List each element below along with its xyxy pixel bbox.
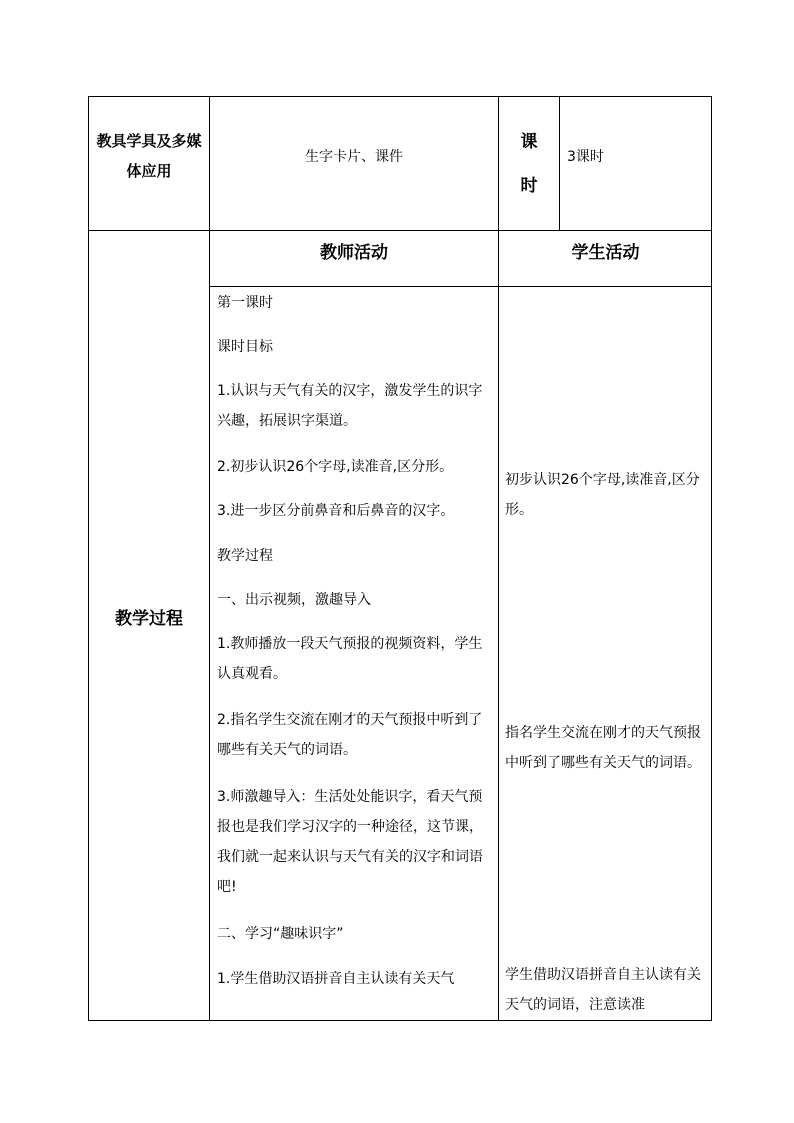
column-divider bbox=[209, 96, 210, 1021]
teacher-line: 3.师激趣导入：生活处处能识字，看天气预报也是我们学习汉字的一种途径，这节课，我们就一起来认识与天气有关的汉字和词语吧! bbox=[217, 789, 483, 895]
process-label: 教学过程 bbox=[115, 609, 183, 629]
student-line: 初步认识26个字母,读准音,区分形。 bbox=[505, 472, 700, 518]
teacher-line: 1.教师播放一段天气预报的视频资料，学生认真观看。 bbox=[217, 636, 483, 682]
teacher-line: 3.进一步区分前鼻音和后鼻音的汉字。 bbox=[217, 503, 455, 519]
teacher-line: 一、出示视频，激趣导入 bbox=[217, 592, 371, 608]
teacher-line: 二、学习“趣味识字” bbox=[217, 926, 344, 942]
student-activity-header: 学生活动 bbox=[571, 243, 640, 263]
media-value: 生字卡片、课件 bbox=[305, 149, 403, 165]
teacher-line: 教学过程 bbox=[217, 548, 273, 564]
period-label: 课时 bbox=[520, 132, 538, 196]
teacher-activity-header: 教师活动 bbox=[320, 243, 388, 263]
teacher-line: 2.初步认识26个字母,读准音,区分形。 bbox=[217, 459, 454, 475]
row-divider bbox=[209, 286, 712, 287]
column-divider bbox=[559, 96, 560, 230]
row-divider bbox=[88, 230, 712, 231]
teacher-line: 第一课时 bbox=[217, 295, 273, 311]
teacher-line: 1.学生借助汉语拼音自主认读有关天气 bbox=[217, 971, 455, 987]
media-label: 教具学具及多媒体应用 bbox=[96, 132, 202, 180]
student-line: 指名学生交流在刚才的天气预报中听到了哪些有关天气的词语。 bbox=[505, 725, 701, 771]
period-value: 3课时 bbox=[567, 149, 604, 165]
teacher-line: 1.认识与天气有关的汉字，激发学生的识字兴趣，拓展识字渠道。 bbox=[217, 383, 483, 429]
teacher-line: 课时目标 bbox=[217, 339, 273, 355]
column-divider bbox=[498, 96, 499, 1021]
student-line: 学生借助汉语拼音自主认读有关天气的词语，注意读准 bbox=[505, 967, 701, 1013]
teacher-line: 2.指名学生交流在刚才的天气预报中听到了哪些有关天气的词语。 bbox=[217, 712, 483, 758]
